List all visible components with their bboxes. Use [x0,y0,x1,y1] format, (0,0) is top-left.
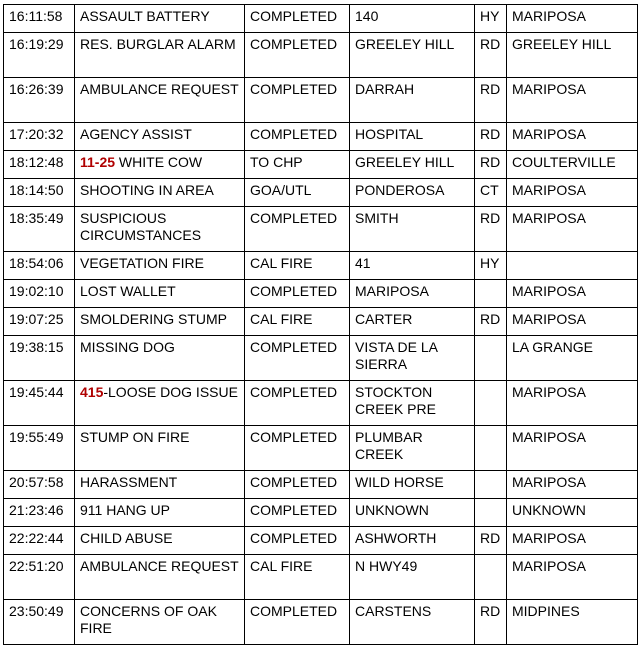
disposition-cell: CAL FIRE [245,252,350,280]
disposition-cell: COMPLETED [245,280,350,308]
table-row [4,381,638,426]
call-type-cell: VEGETATION FIRE [75,252,245,280]
city-cell: MARIPOSA [507,179,638,207]
disposition-cell: COMPLETED [245,527,350,555]
call-type-cell: SUSPICIOUS CIRCUMSTANCES [75,207,245,252]
location-cell: WILD HORSE [350,471,475,499]
location-cell: PONDEROSA [350,179,475,207]
location-cell: 140 [350,5,475,33]
city-cell: LA GRANGE [507,336,638,381]
call-time-cell: 22:51:20 [4,555,75,600]
incident-code: 11-25 [80,154,116,170]
call-type-cell: SMOLDERING STUMP [75,308,245,336]
location-cell: PLUMBAR CREEK [350,426,475,471]
call-type-cell: SHOOTING IN AREA [75,179,245,207]
area-suffix-cell: HY [475,5,507,33]
call-time-cell: 19:02:10 [4,280,75,308]
location-cell: HOSPITAL [350,123,475,151]
area-suffix-cell: RD [475,78,507,123]
disposition-cell: COMPLETED [245,336,350,381]
call-time-cell: 16:19:29 [4,33,75,78]
call-type-cell: LOST WALLET [75,280,245,308]
call-log-body [4,5,638,645]
call-time-cell: 23:50:49 [4,600,75,645]
city-cell: MARIPOSA [507,381,638,426]
area-suffix-cell: RD [475,527,507,555]
call-time-cell: 19:45:44 [4,381,75,426]
area-suffix-cell: CT [475,179,507,207]
disposition-cell: CAL FIRE [245,308,350,336]
call-type-cell: CHILD ABUSE [75,527,245,555]
call-type-cell: AMBULANCE REQUEST [75,78,245,123]
location-cell: 41 [350,252,475,280]
location-cell: GREELEY HILL [350,151,475,179]
table-row [4,600,638,645]
call-time-cell: 19:55:49 [4,426,75,471]
table-row [4,336,638,381]
table-row [4,426,638,471]
city-cell: MARIPOSA [507,308,638,336]
call-time-cell: 18:14:50 [4,179,75,207]
disposition-cell: TO CHP [245,151,350,179]
call-time-cell: 21:23:46 [4,499,75,527]
table-row [4,499,638,527]
location-cell: N HWY49 [350,555,475,600]
table-row [4,252,638,280]
call-time-cell: 18:54:06 [4,252,75,280]
city-cell: MIDPINES [507,600,638,645]
incident-code: 415 [80,384,104,400]
table-row [4,151,638,179]
city-cell [507,252,638,280]
area-suffix-cell [475,499,507,527]
call-type-cell: ASSAULT BATTERY [75,5,245,33]
area-suffix-cell: RD [475,33,507,78]
call-type-cell: AMBULANCE REQUEST [75,555,245,600]
table-row [4,33,638,78]
city-cell: MARIPOSA [507,555,638,600]
disposition-cell: CAL FIRE [245,555,350,600]
disposition-cell: COMPLETED [245,499,350,527]
city-cell: MARIPOSA [507,78,638,123]
area-suffix-cell: RD [475,600,507,645]
city-cell: COULTERVILLE [507,151,638,179]
call-time-cell: 18:35:49 [4,207,75,252]
area-suffix-cell: RD [475,151,507,179]
location-cell: GREELEY HILL [350,33,475,78]
city-cell: MARIPOSA [507,207,638,252]
call-type-cell: HARASSMENT [75,471,245,499]
disposition-cell: COMPLETED [245,207,350,252]
area-suffix-cell: HY [475,252,507,280]
call-type-cell [75,151,245,179]
disposition-cell: COMPLETED [245,78,350,123]
table-row [4,555,638,600]
call-type-cell: 911 HANG UP [75,499,245,527]
call-log-table [3,4,638,645]
disposition-cell: COMPLETED [245,471,350,499]
location-cell: ASHWORTH [350,527,475,555]
area-suffix-cell: RD [475,308,507,336]
area-suffix-cell [475,280,507,308]
location-cell: UNKNOWN [350,499,475,527]
disposition-cell: GOA/UTL [245,179,350,207]
table-row [4,123,638,151]
disposition-cell: COMPLETED [245,426,350,471]
call-type-cell: AGENCY ASSIST [75,123,245,151]
call-type-text: -LOOSE DOG ISSUE [103,384,238,400]
call-type-cell [75,381,245,426]
call-time-cell: 17:20:32 [4,123,75,151]
call-time-cell: 20:57:58 [4,471,75,499]
location-cell: SMITH [350,207,475,252]
city-cell: GREELEY HILL [507,33,638,78]
table-row [4,78,638,123]
table-row [4,527,638,555]
call-time-cell: 16:11:58 [4,5,75,33]
location-cell: CARSTENS [350,600,475,645]
location-cell: MARIPOSA [350,280,475,308]
call-time-cell: 19:07:25 [4,308,75,336]
city-cell: MARIPOSA [507,123,638,151]
location-cell: DARRAH [350,78,475,123]
location-cell: CARTER [350,308,475,336]
call-time-cell: 22:22:44 [4,527,75,555]
city-cell: MARIPOSA [507,527,638,555]
city-cell: UNKNOWN [507,499,638,527]
city-cell: MARIPOSA [507,426,638,471]
disposition-cell: COMPLETED [245,381,350,426]
area-suffix-cell: RD [475,123,507,151]
disposition-cell: COMPLETED [245,123,350,151]
call-time-cell: 18:12:48 [4,151,75,179]
area-suffix-cell [475,336,507,381]
call-type-cell: MISSING DOG [75,336,245,381]
call-time-cell: 16:26:39 [4,78,75,123]
table-row [4,308,638,336]
table-row [4,179,638,207]
table-row [4,471,638,499]
city-cell: MARIPOSA [507,5,638,33]
disposition-cell: COMPLETED [245,600,350,645]
city-cell: MARIPOSA [507,471,638,499]
area-suffix-cell [475,381,507,426]
call-type-cell: CONCERNS OF OAK FIRE [75,600,245,645]
table-row [4,5,638,33]
disposition-cell: COMPLETED [245,5,350,33]
table-row [4,280,638,308]
location-cell: VISTA DE LA SIERRA [350,336,475,381]
disposition-cell: COMPLETED [245,33,350,78]
area-suffix-cell [475,555,507,600]
area-suffix-cell [475,471,507,499]
area-suffix-cell: RD [475,207,507,252]
call-type-cell: STUMP ON FIRE [75,426,245,471]
call-type-text: WHITE COW [115,154,203,170]
call-type-cell: RES. BURGLAR ALARM [75,33,245,78]
city-cell: MARIPOSA [507,280,638,308]
call-time-cell: 19:38:15 [4,336,75,381]
area-suffix-cell [475,426,507,471]
table-row [4,207,638,252]
location-cell: STOCKTON CREEK PRE [350,381,475,426]
